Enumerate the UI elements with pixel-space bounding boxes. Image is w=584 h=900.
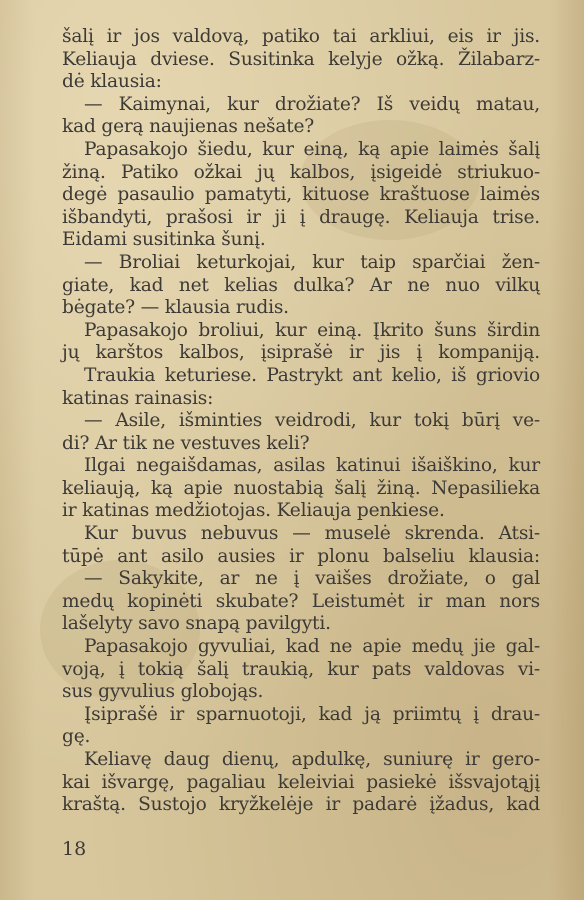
text-line: medų kopinėti skubate? Leistumėt ir man nors — [62, 590, 540, 612]
text-line: katinas rainasis: — [62, 387, 214, 409]
text-line: — Broliai keturkojai, kur taip sparčiai žen- — [84, 251, 540, 273]
text-line: žiną. Patiko ožkai jų kalbos, įsigeidė striukuo- — [62, 161, 540, 183]
text-line: Eidami susitinka šunį. — [62, 229, 266, 251]
text-line: Traukia keturiese. Pastrykt ant kelio, iš griovio — [84, 364, 540, 386]
text-line: giate, kad net kelias dulka? Ar ne nuo vilkų — [62, 274, 540, 296]
page-text — [62, 26, 540, 817]
text-line: — Asile, išminties veidrodi, kur tokį būrį ve- — [84, 410, 540, 432]
text-line: išbandyti, prašosi ir ji į draugę. Keliauja trise. — [62, 206, 540, 228]
text-line: keliaują, ką apie nuostabią šalį žiną. Nepasilieka — [62, 477, 540, 499]
text-line: Kur buvus nebuvus — muselė skrenda. Atsi- — [84, 523, 540, 545]
text-line: kad gerą naujienas nešate? — [62, 116, 315, 138]
text-line: Keliavę daug dienų, apdulkę, suniurę ir gero- — [84, 749, 540, 770]
text-line: Papasakojo gyvuliai, kad ne apie medų jie gal- — [84, 636, 540, 658]
text-line: di? Ar tik ne vestuves keli? — [62, 432, 310, 454]
page-number: 18 — [62, 838, 87, 860]
text-line: — Sakykite, ar ne į vaišes drožiate, o gal — [84, 568, 540, 590]
text-line: gę. — [62, 726, 91, 748]
text-line: sus gyvulius globojąs. — [62, 681, 264, 703]
text-line: Ilgai negaišdamas, asilas katinui išaiškino, kur — [84, 455, 540, 477]
text-line: tūpė ant asilo ausies ir plonu balseliu klausia: — [62, 545, 540, 567]
text-line: šalį ir jos valdovą, patiko tai arkliui, eis ir jis. — [62, 26, 540, 47]
text-line: Papasakojo šiedu, kur einą, ką apie laimės šalį — [84, 138, 540, 160]
text-line: ir katinas medžiotojas. Keliauja penkiese. — [62, 500, 445, 522]
text-line: kraštą. Sustojo kryžkelėje ir padarė įžadus, kad — [62, 794, 540, 816]
text-line: lašelyty savo snapą pavilgyti. — [62, 613, 331, 635]
text-line: dė klausia: — [62, 71, 162, 93]
text-line: Papasakojo broliui, kur einą. Įkrito šuns širdin — [84, 319, 540, 341]
text-line: kai išvargę, pagaliau keleiviai pasiekė išsvajotąjį — [62, 771, 540, 793]
text-line: bėgate? — klausia rudis. — [62, 297, 289, 319]
text-line: degė pasaulio pamatyti, kituose kraštuose laimės — [62, 184, 540, 206]
text-line: — Kaimynai, kur drožiate? Iš veidų matau, — [84, 93, 540, 115]
text-line: Keliauja dviese. Susitinka kelyje ožką. Žilabarz- — [62, 48, 540, 70]
text-line: Įsiprašė ir sparnuotoji, kad ją priimtų į drau- — [84, 703, 540, 725]
text-line: voją, į tokią šalį traukią, kur pats valdovas vi- — [62, 658, 540, 680]
text-line: jų karštos kalbos, įsiprašė ir jis į kompaniją. — [62, 342, 540, 364]
